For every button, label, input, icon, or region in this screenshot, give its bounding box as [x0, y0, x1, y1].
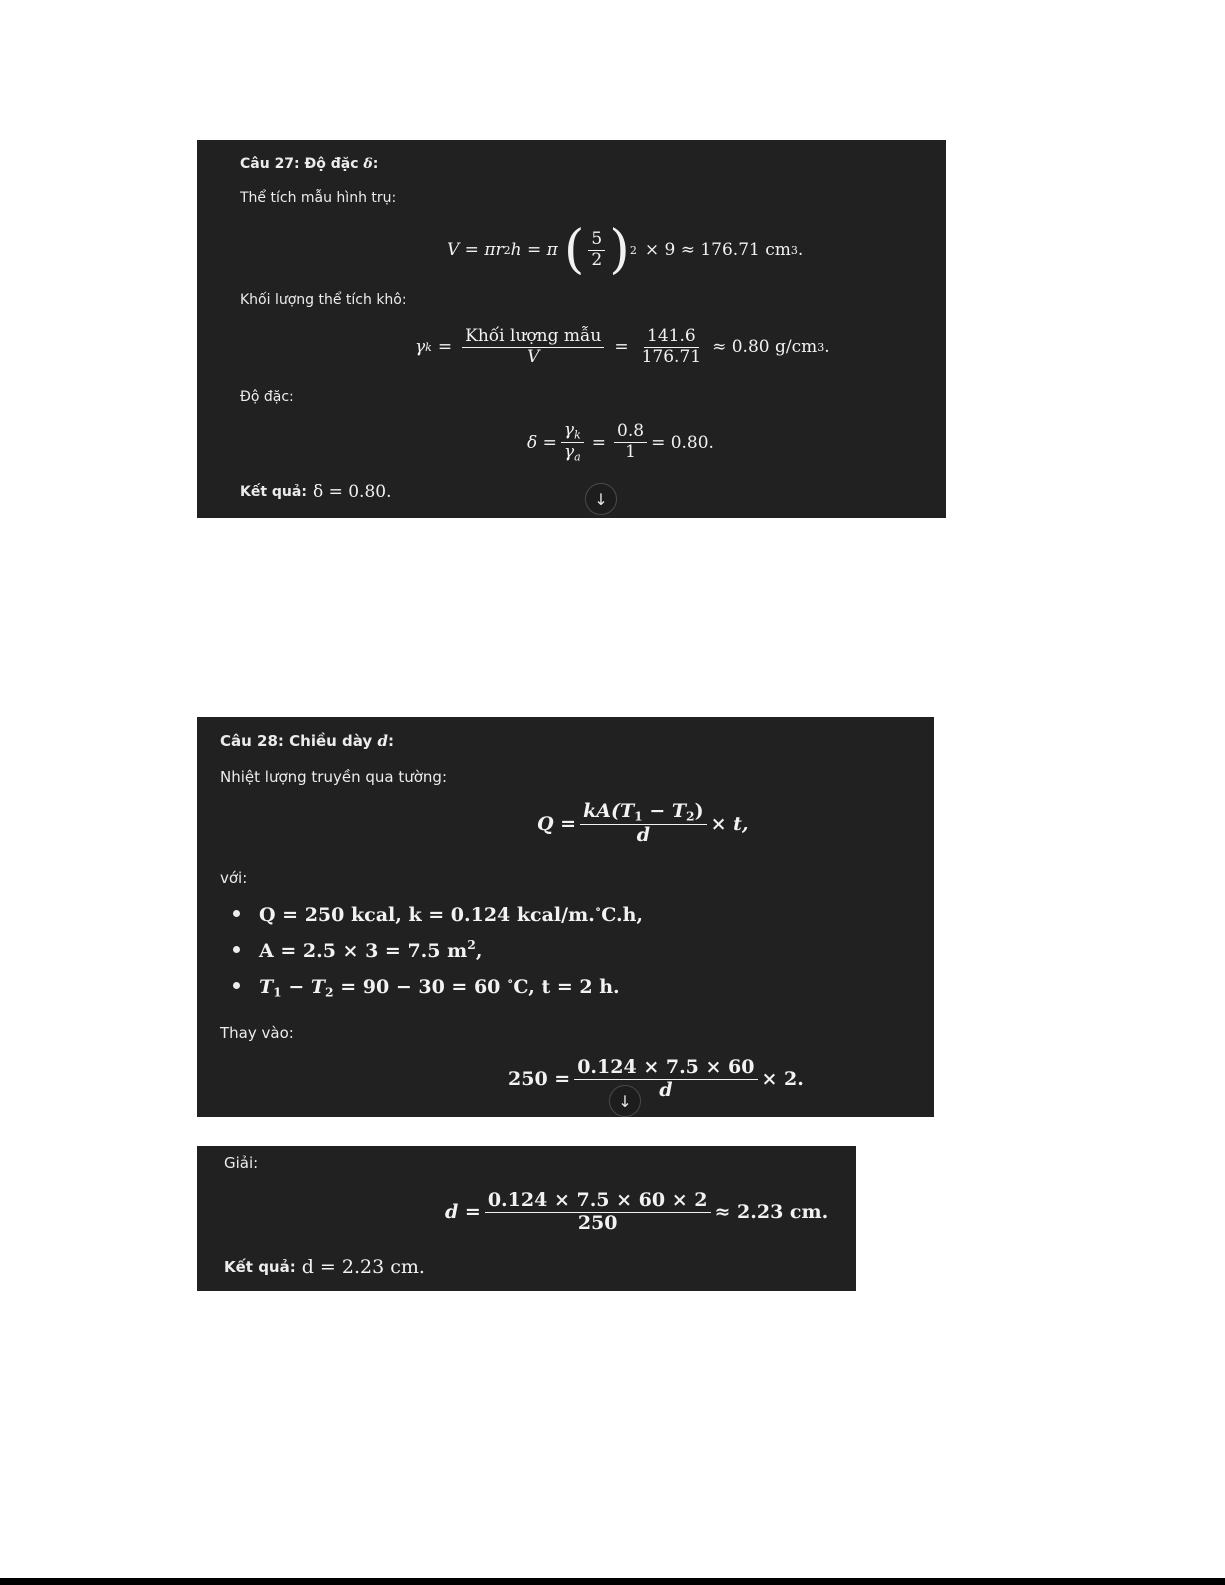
- arrow-down-icon: ↓: [618, 1091, 632, 1111]
- arrow-down-icon: ↓: [594, 489, 608, 509]
- q27-volume-label: Thể tích mẫu hình trụ:: [240, 190, 397, 206]
- list-item: Q = 250 kcal, k = 0.124 kcal/m.∘C.h,: [259, 901, 643, 926]
- page-bottom-border: [0, 1578, 1225, 1585]
- q28-result: Kết quả: d = 2.23 cm.: [224, 1256, 425, 1278]
- q27-density-label: Khối lượng thể tích khô:: [240, 292, 407, 308]
- q27-density-equation: γ k = $\frac{\text{Khối lượng mẫu}}{V}$ = $\frac{141.6}{176.71}$ ≈ 0.80 g/cm 3 .: [415, 326, 830, 367]
- q28-heat-equation: Q = $\frac{kA(T_1 - T_2)}{d}$ × t,: [537, 800, 749, 846]
- q28-heat-label: Nhiệt lượng truyền qua tường:: [220, 768, 447, 786]
- q28-substitute-equation: 250 = $\frac{0.124 \times 7.5 \times 60}{d}$ × 2.: [508, 1056, 804, 1101]
- q28-title: Câu 28: Chiều dày d:: [220, 732, 394, 750]
- q28-with-label: với:: [220, 869, 248, 887]
- list-item: A = 2.5 × 3 = 7.5 $m^2$,: [259, 937, 482, 962]
- scroll-down-button[interactable]: [585, 483, 617, 515]
- scroll-down-button[interactable]: [609, 1085, 641, 1117]
- q27-compactness-equation: δ = $\frac{\gamma_k}{\gamma_a}$ = $\frac{0.8}{1}$ = 0.80.: [527, 420, 714, 464]
- q27-result: Kết quả: δ = 0.80.: [240, 482, 392, 502]
- q27-volume-equation: V = πr 2 h = π ( $\frac{5}{2}$ ) 2 × 9 ≈ 176.71 cm 3 .: [447, 218, 804, 280]
- answer-panel-q28-solution: [197, 1146, 856, 1291]
- q28-solve-label: Giải:: [224, 1154, 259, 1172]
- answer-panel-q28: [197, 717, 934, 1117]
- q28-solution-equation: d = $\frac{0.124 \times 7.5 \times 60 \times 2}{250}$ ≈ 2.23 cm.: [445, 1189, 829, 1234]
- list-item: $T_1 - T_2 = 90 - 30 = 60$ ∘C, t = 2 h.: [259, 973, 620, 1000]
- answer-panel-q27: [197, 140, 946, 518]
- q27-compactness-label: Độ đặc:: [240, 389, 294, 405]
- q28-substitute-label: Thay vào:: [220, 1024, 294, 1042]
- q27-title: Câu 27: Độ đặc δ:: [240, 156, 379, 172]
